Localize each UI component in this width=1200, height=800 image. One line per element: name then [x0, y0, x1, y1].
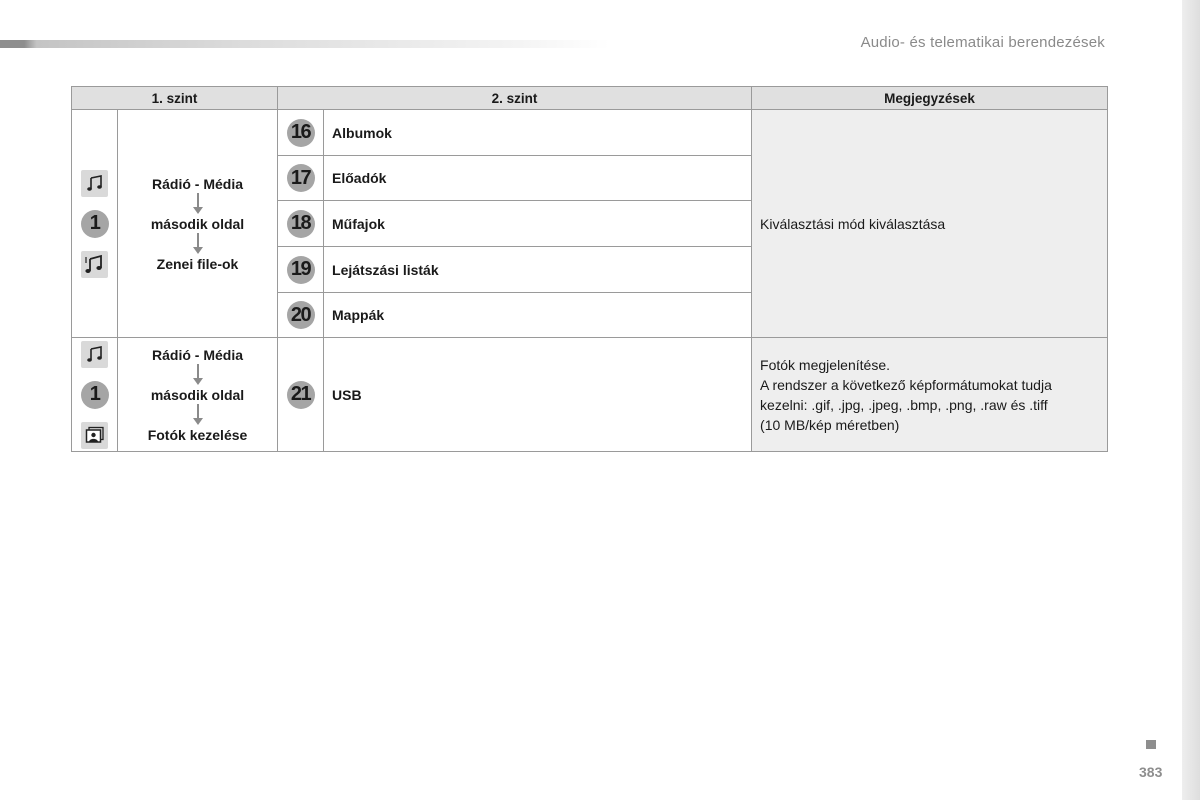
header-decor-bar	[0, 40, 610, 48]
page-number: 383	[1139, 764, 1163, 780]
note-line: A rendszer a következő képformátumokat tudja	[760, 376, 1052, 393]
table-row	[72, 110, 1108, 156]
item-number-21: 21	[287, 381, 315, 409]
group2-level1	[118, 338, 278, 452]
down-arrow-icon	[193, 403, 203, 427]
step-1-icon: 1	[81, 210, 109, 238]
note-line: kezelni: .gif, .jpg, .jpeg, .bmp, .png, .raw és .tiff	[760, 396, 1048, 413]
item-label-usb: USB	[324, 338, 752, 452]
note-line: Fotók megjelenítése.	[760, 356, 890, 373]
item-number-17: 17	[287, 164, 315, 192]
header-notes: Megjegyzések	[752, 87, 1108, 110]
page-marker	[1146, 740, 1156, 749]
music-note-icon	[81, 170, 108, 197]
group1-note: Kiválasztási mód kiválasztása	[752, 110, 1108, 338]
item-number-18: 18	[287, 210, 315, 238]
down-arrow-icon	[193, 232, 203, 256]
item-label-albums: Albumok	[324, 110, 752, 156]
page-edge-strip	[1182, 0, 1200, 800]
page-header-title: Audio- és telematikai berendezések	[860, 34, 1105, 51]
music-note-icon	[81, 341, 108, 368]
table-row	[72, 338, 1108, 452]
group1-level1	[118, 110, 278, 338]
photo-icon	[81, 422, 108, 449]
level1-photo-management: Fotók kezelése	[147, 426, 248, 443]
header-level2: 2. szint	[278, 87, 752, 110]
item-label-artists: Előadók	[324, 156, 752, 201]
level1-second-page: második oldal	[150, 215, 245, 232]
table-header-row	[72, 87, 1108, 110]
header-level1: 1. szint	[72, 87, 278, 110]
item-label-genres: Műfajok	[324, 201, 752, 247]
group2-note	[752, 338, 1108, 452]
item-label-playlists: Lejátszási listák	[324, 247, 752, 293]
group1-icons	[72, 110, 118, 338]
down-arrow-icon	[193, 363, 203, 387]
down-arrow-icon	[193, 192, 203, 216]
level1-second-page: második oldal	[150, 386, 245, 403]
level1-radio-media: Rádió - Média	[152, 346, 244, 363]
item-number-19: 19	[287, 256, 315, 284]
level1-music-files: Zenei file-ok	[156, 255, 239, 272]
group2-icons	[72, 338, 118, 452]
item-number-16: 16	[287, 119, 315, 147]
menu-table	[71, 86, 1108, 452]
item-label-folders: Mappák	[324, 293, 752, 338]
level1-radio-media: Rádió - Média	[152, 175, 244, 192]
item-number-20: 20	[287, 301, 315, 329]
note-line: (10 MB/kép méretben)	[760, 416, 900, 433]
music-files-icon	[81, 251, 108, 278]
step-1-icon: 1	[81, 381, 109, 409]
